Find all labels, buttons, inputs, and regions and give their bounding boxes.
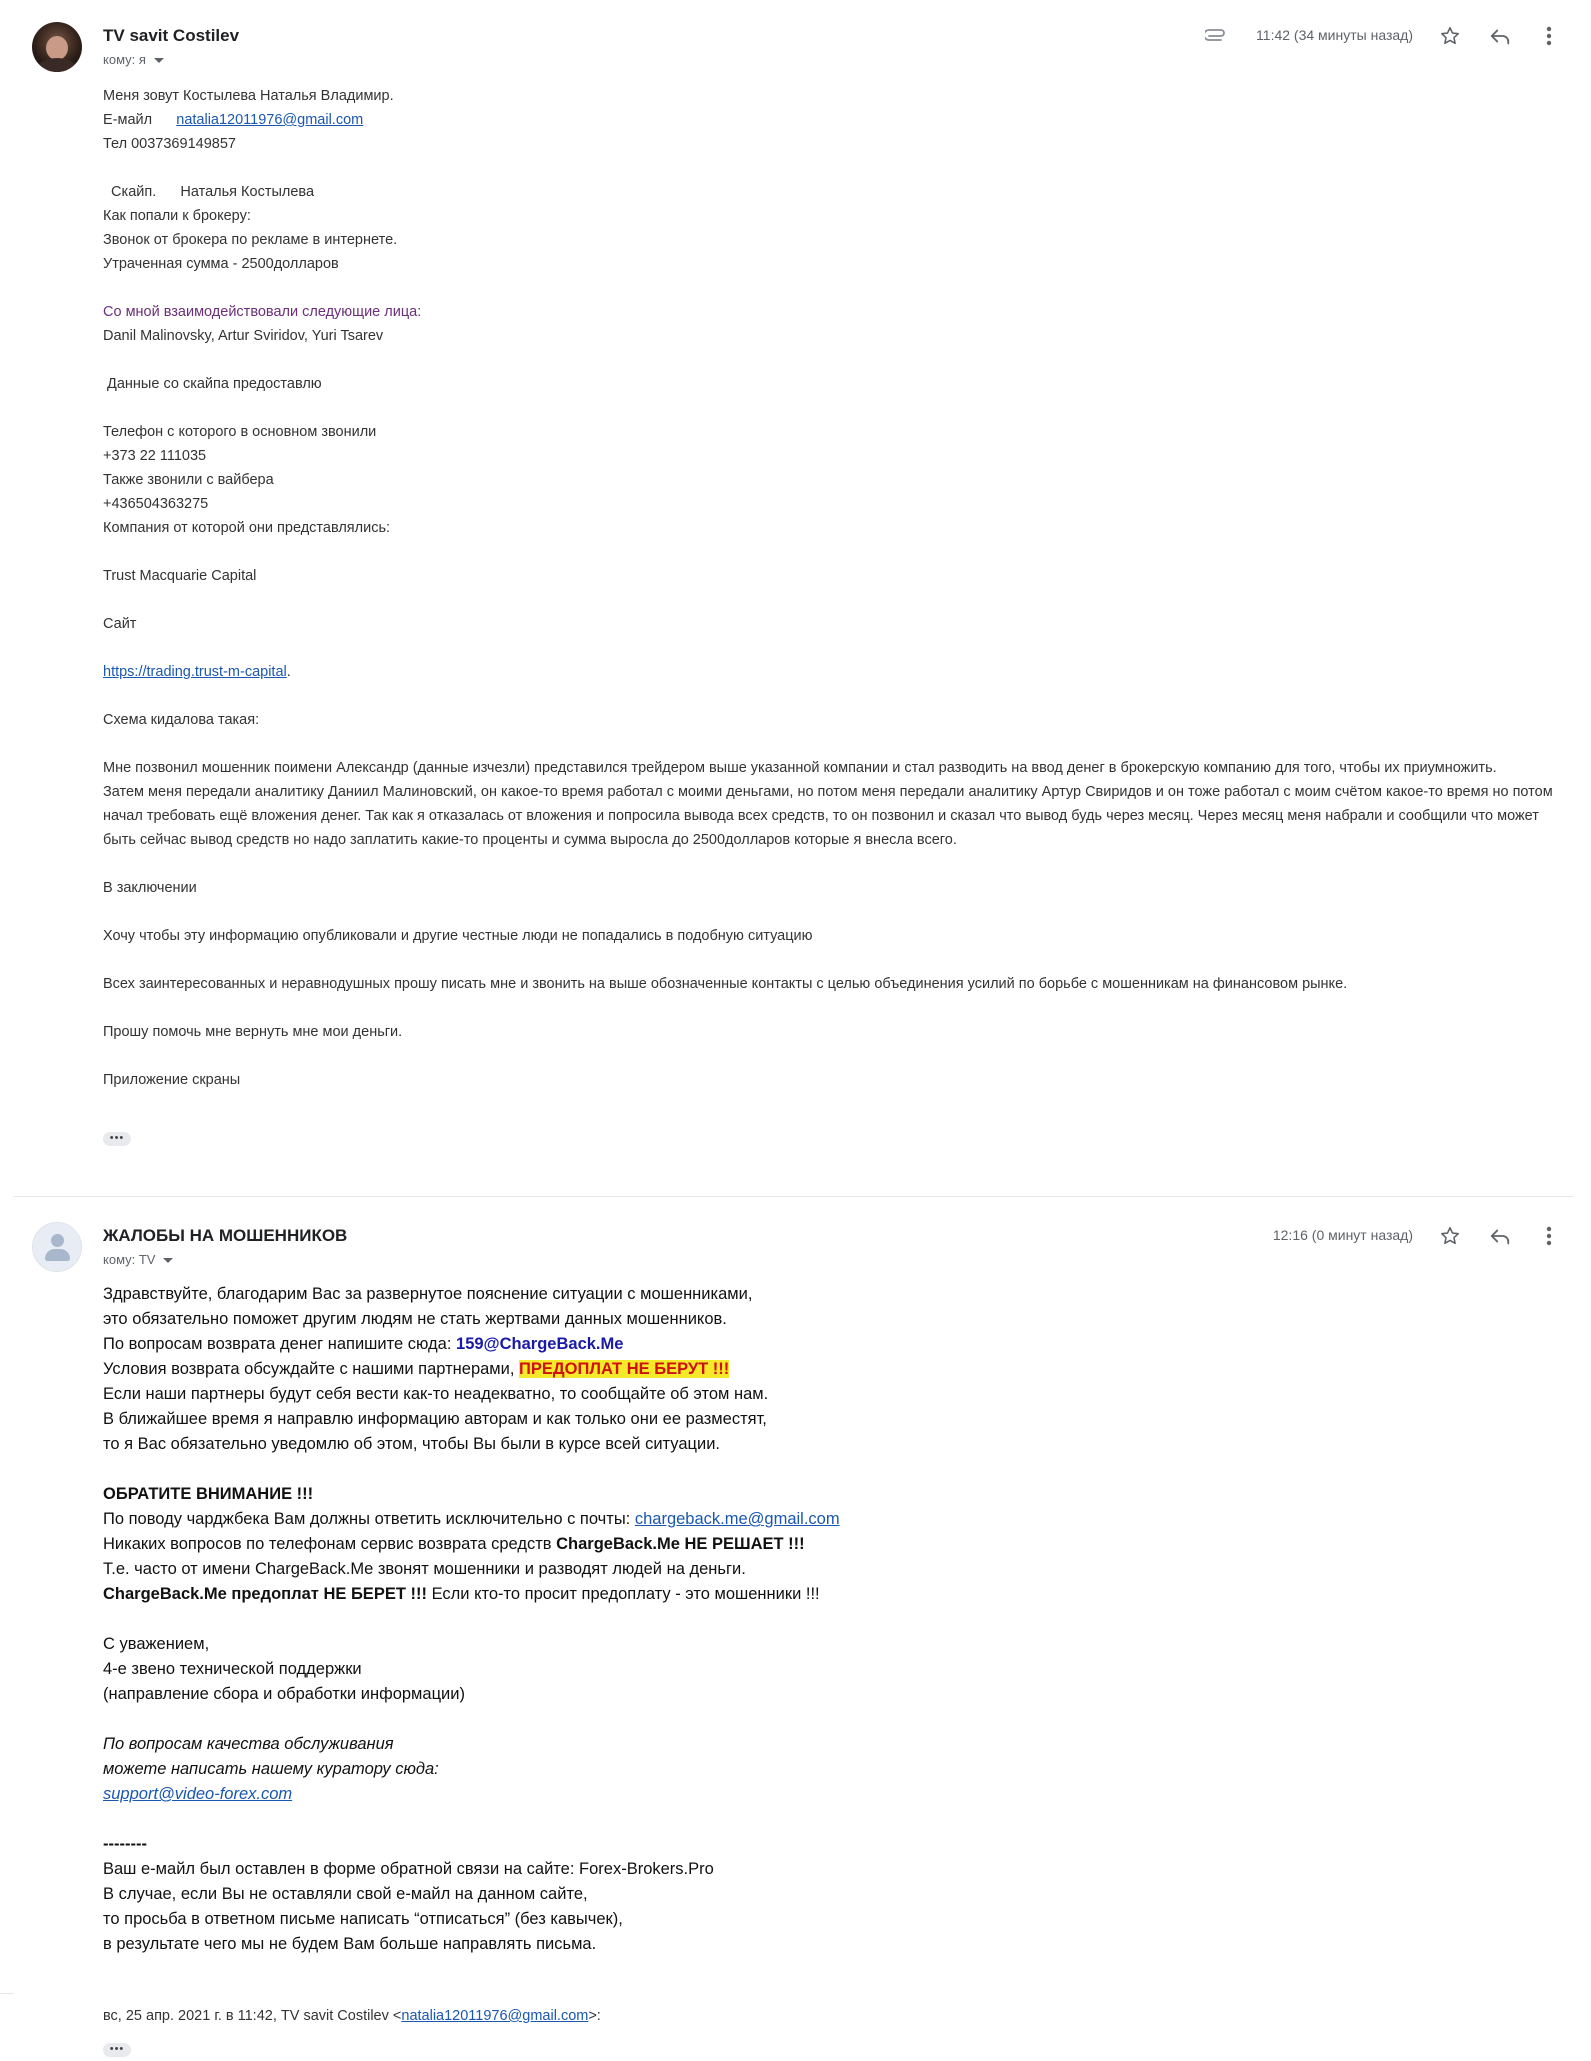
body-paragraph: Мне позвонил мошенник поимени Александр (данные изчезли) представился трейдером выше указанной компании и стал разводить на ввод денег в брокерскую компанию для того, чтобы их приумножить. bbox=[103, 760, 1497, 776]
sender-name: TV savit Costilev bbox=[103, 26, 240, 45]
body-line: Схема кидалова такая: bbox=[103, 712, 260, 728]
email-label: Е-майл bbox=[103, 112, 153, 128]
body-line: Сайт bbox=[103, 616, 137, 632]
body-line bbox=[103, 108, 1568, 132]
body-line: Со мной взаимодействовали следующие лица: bbox=[103, 304, 422, 320]
period: . bbox=[286, 664, 291, 680]
body-line: В ближайшее время я направлю информацию авторам и как только они ее разместят, bbox=[103, 1410, 767, 1428]
body-line: В случае, если Вы не оставляли свой е-майл на данном сайте, bbox=[103, 1885, 588, 1903]
body-line: По вопросам качества обслуживания bbox=[103, 1735, 394, 1753]
body-line: Звонок от брокера по рекламе в интернете. bbox=[103, 232, 398, 248]
body-line: то я Вас обязательно уведомлю об этом, чтобы Вы были в курсе всей ситуации. bbox=[103, 1435, 721, 1453]
sender-name: ЖАЛОБЫ НА МОШЕННИКОВ bbox=[103, 1226, 348, 1245]
refund-email: 159@ChargeBack.Me bbox=[456, 1335, 624, 1353]
body-line bbox=[103, 1332, 840, 1357]
body-line: Тел 0037369149857 bbox=[103, 136, 236, 152]
show-trimmed-content-button[interactable]: ••• bbox=[103, 1132, 131, 1146]
body-line: Как попали к брокеру: bbox=[103, 208, 251, 224]
body-line bbox=[103, 1507, 840, 1532]
reply-icon[interactable] bbox=[1487, 23, 1513, 49]
chargeback-email-link[interactable]: chargeback.me@gmail.com bbox=[634, 1510, 840, 1528]
scam-note: Если кто-то просит предоплату - это мошенники !!! bbox=[426, 1585, 820, 1603]
recipient-dropdown[interactable] bbox=[103, 1252, 173, 1267]
body-line: (направление сбора и обработки информации) bbox=[103, 1685, 465, 1703]
person-icon-head bbox=[51, 1234, 64, 1247]
body-line: В заключении bbox=[103, 880, 197, 896]
recipient-dropdown[interactable] bbox=[103, 52, 164, 67]
body-line: Здравствуйте, благодарим Вас за развернутое пояснение ситуации с мошенниками, bbox=[103, 1285, 753, 1303]
site-link[interactable]: https://trading.trust-m-capital bbox=[103, 664, 287, 680]
body-line bbox=[103, 1782, 840, 1807]
body-line: Компания от которой они представлялись: bbox=[103, 520, 391, 536]
body-line: Скайп. Наталья Костылева bbox=[103, 184, 315, 200]
body-line bbox=[103, 660, 1568, 684]
body-line: Приложение скраны bbox=[103, 1072, 241, 1088]
body-line: Меня зовут Костылева Наталья Владимир. bbox=[103, 88, 394, 104]
support-email-link[interactable]: support@video-forex.com bbox=[103, 1785, 293, 1803]
star-icon[interactable] bbox=[1437, 23, 1463, 49]
person-icon-shoulders bbox=[45, 1249, 70, 1261]
body-line bbox=[103, 1532, 840, 1557]
attachment-icon bbox=[1204, 23, 1228, 49]
body-line: Прошу помочь мне вернуть мне мои деньги. bbox=[103, 1024, 403, 1040]
body-line: +373 22 111035 bbox=[103, 448, 207, 464]
quote-header bbox=[103, 2008, 601, 2024]
body-line: 4-е звено технической поддержки bbox=[103, 1660, 362, 1678]
left-divider bbox=[0, 1993, 14, 1994]
body-line: С уважением, bbox=[103, 1635, 210, 1653]
quote-email-link[interactable]: natalia12011976@gmail.com bbox=[401, 2008, 589, 2024]
body-line: +436504363275 bbox=[103, 496, 209, 512]
person-icon[interactable] bbox=[32, 1222, 82, 1272]
email-link[interactable]: natalia12011976@gmail.com bbox=[176, 112, 364, 128]
chevron-down-icon bbox=[163, 1258, 173, 1263]
body-line: Т.е. часто от имени ChargeBack.Me звонят мошенники и разводят людей на деньги. bbox=[103, 1560, 746, 1578]
body-line: Данные со скайпа предоставлю bbox=[103, 376, 322, 392]
refund-label: По вопросам возврата денег напишите сюда: bbox=[103, 1335, 457, 1353]
no-prepay-note: ChargeBack.Me предоплат НЕ БЕРЕТ !!! bbox=[103, 1585, 427, 1603]
body-line: Хочу чтобы эту информацию опубликовали и другие честные люди не попадались в подобную ситуацию bbox=[103, 928, 813, 944]
not-solves-note: ChargeBack.Me НЕ РЕШАЕТ !!! bbox=[556, 1535, 805, 1553]
star-icon[interactable] bbox=[1437, 1223, 1463, 1249]
quote-header-text: вс, 25 апр. 2021 г. в 11:42, TV savit Costilev < bbox=[103, 2008, 402, 2024]
message-divider bbox=[14, 1196, 1574, 1197]
avatar-body bbox=[38, 58, 76, 72]
body-line: Ваш е-майл был оставлен в форме обратной связи на сайте: Forex-Brokers.Pro bbox=[103, 1860, 714, 1878]
recipient-label: кому: я bbox=[103, 52, 146, 67]
message-time: 12:16 (0 минут назад) bbox=[1272, 1227, 1413, 1243]
body-line: Также звонили с вайбера bbox=[103, 472, 274, 488]
body-line bbox=[103, 1582, 840, 1607]
conditions-label: Условия возврата обсуждайте с нашими партнерами, bbox=[103, 1360, 520, 1378]
highlight-warning: ПРЕДОПЛАТ НЕ БЕРУТ !!! bbox=[519, 1360, 730, 1378]
phone-note: Никаких вопросов по телефонам сервис возврата средств bbox=[103, 1535, 557, 1553]
body-line: Утраченная сумма - 2500долларов bbox=[103, 256, 339, 272]
body-line: в результате чего мы не будем Вам больше направлять письма. bbox=[103, 1935, 597, 1953]
message-time: 11:42 (34 минуты назад) bbox=[1256, 27, 1413, 43]
chevron-down-icon bbox=[154, 58, 164, 63]
reply-icon[interactable] bbox=[1487, 1223, 1513, 1249]
body-line: то просьба в ответном письме написать “отписаться” (без кавычек), bbox=[103, 1910, 623, 1928]
body-paragraph: Затем меня передали аналитику Даниил Малиновский, он какое-то время работал с моими деньгами, но потом меня передали аналитику Артур Свиридов и он тоже работал с моим счётом какое-то время но потом начал требовать ещё вложения денег. Так как я отказалась от вложения и попросила вывода всех средств, то он позвонил и сказал что вывод будь через месяц. Через месяц меня набрали и сообщили что может быть сейчас вывод средств но надо заплатить какие-то проценты и сумма выросла до 2500долларов которые я внесла всего. bbox=[103, 784, 1553, 848]
more-vert-icon[interactable] bbox=[1536, 23, 1562, 49]
avatar[interactable] bbox=[32, 22, 82, 72]
message-body bbox=[103, 1282, 840, 1957]
recipient-label: кому: TV bbox=[103, 1252, 156, 1267]
body-line: Если наши партнеры будут себя вести как-то неадекватно, то сообщайте об этом нам. bbox=[103, 1385, 769, 1403]
chargeback-label: По поводу чарджбека Вам должны ответить исключительно с почты: bbox=[103, 1510, 635, 1528]
body-line: можете написать нашему куратору сюда: bbox=[103, 1760, 439, 1778]
more-vert-icon[interactable] bbox=[1536, 1223, 1562, 1249]
avatar-face bbox=[46, 36, 68, 60]
attention-heading: ОБРАТИТЕ ВНИМАНИЕ !!! bbox=[103, 1485, 314, 1503]
dash-separator: -------- bbox=[103, 1835, 147, 1853]
body-line: Trust Macquarie Capital bbox=[103, 568, 257, 584]
quote-header-suffix: >: bbox=[588, 2008, 601, 2024]
show-trimmed-content-button[interactable]: ••• bbox=[103, 2043, 131, 2057]
message-body bbox=[103, 84, 1568, 1092]
body-line: Телефон с которого в основном звонили bbox=[103, 424, 377, 440]
body-line: Всех заинтересованных и неравнодушных прошу писать мне и звонить на выше обозначенные контакты с целью объединения усилий по борьбе с мошенникам на финансовом рынке. bbox=[103, 976, 1348, 992]
body-line: это обязательно поможет другим людям не стать жертвами данных мошенников. bbox=[103, 1310, 727, 1328]
body-line bbox=[103, 1357, 840, 1382]
body-line: Danil Malinovsky, Artur Sviridov, Yuri Tsarev bbox=[103, 328, 384, 344]
